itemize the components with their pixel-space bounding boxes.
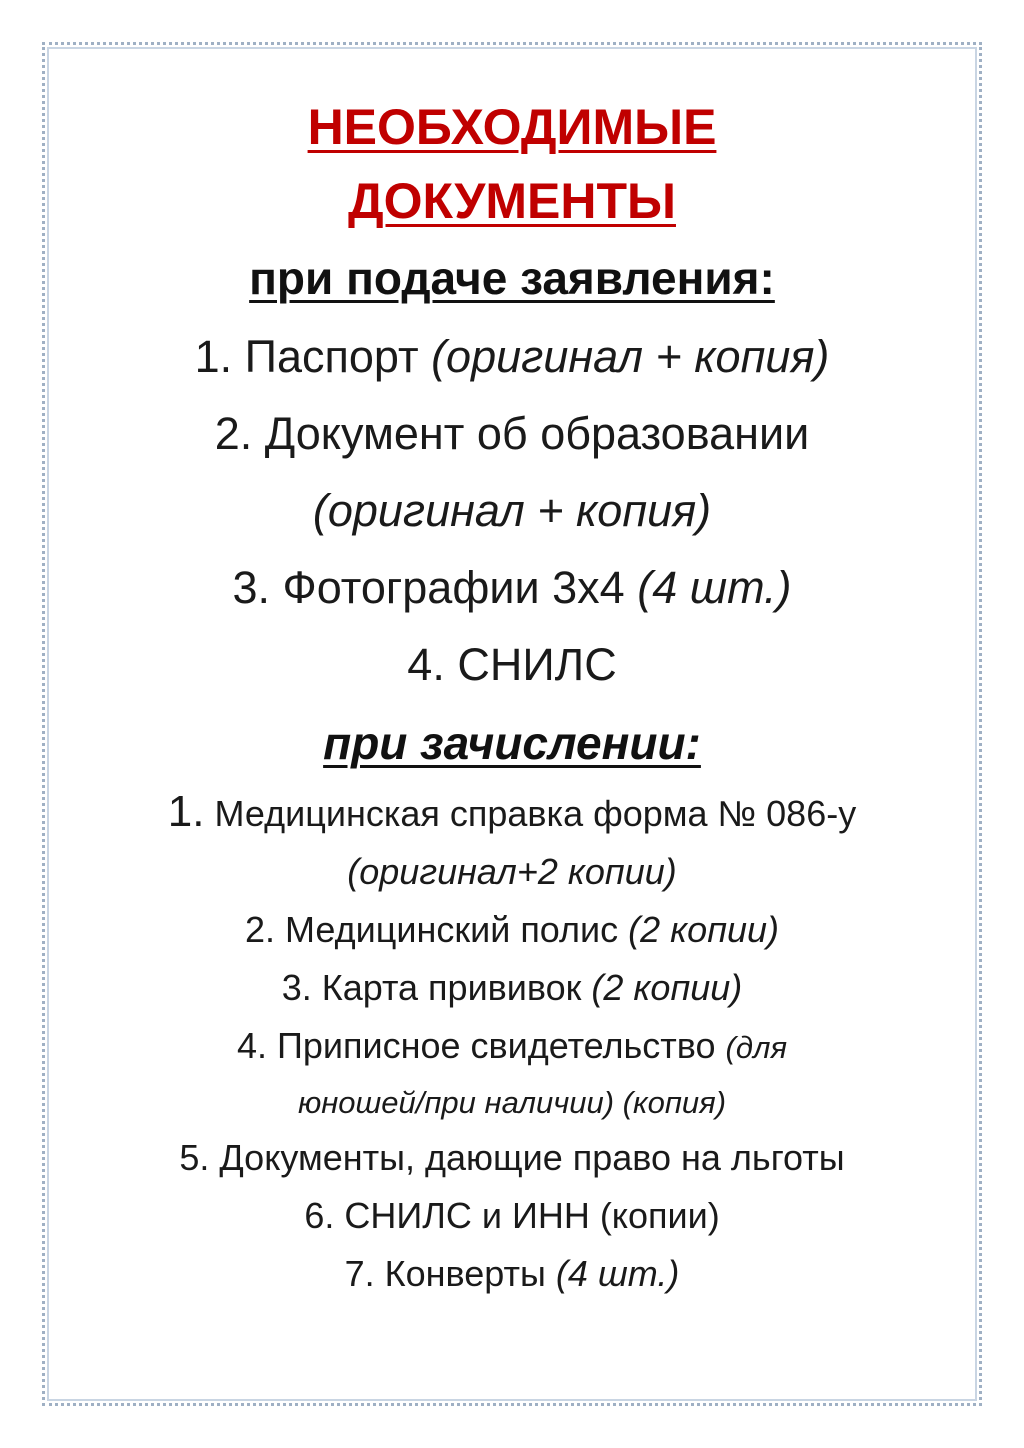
- list-item-note: (оригинал+2 копии): [347, 851, 677, 892]
- list-item: 4. Приписное свидетельство (для: [236, 1025, 788, 1066]
- list-item: 6. СНИЛС и ИНН (копии): [304, 1195, 720, 1236]
- list-item: 3. Карта прививок (2 копии): [281, 967, 743, 1008]
- list-item: 3. Фотографии 3х4 (4 шт.): [232, 562, 792, 613]
- list-item: 2. Документ об образовании: [214, 408, 810, 459]
- list-item-note: (оригинал + копия): [312, 485, 712, 536]
- document-content: [60, 90, 964, 1303]
- list-item: 2. Медицинский полис (2 копии): [244, 909, 780, 950]
- list-item: 1. Паспорт (оригинал + копия): [194, 331, 830, 382]
- section-heading-application: при подаче заявления:: [249, 252, 775, 304]
- list-item: 1. Медицинская справка форма № 086-у: [167, 787, 857, 836]
- title-line-2: ДОКУМЕНТЫ: [348, 173, 676, 229]
- title-line-1: НЕОБХОДИМЫЕ: [307, 99, 717, 155]
- list-item-note: юношей/при наличии) (копия): [297, 1085, 727, 1120]
- list-item: 4. СНИЛС: [407, 639, 617, 690]
- list-item: 5. Документы, дающие право на льготы: [179, 1137, 845, 1178]
- list-item: 7. Конверты (4 шт.): [344, 1253, 680, 1294]
- section-heading-enrollment: при зачислении:: [323, 717, 701, 769]
